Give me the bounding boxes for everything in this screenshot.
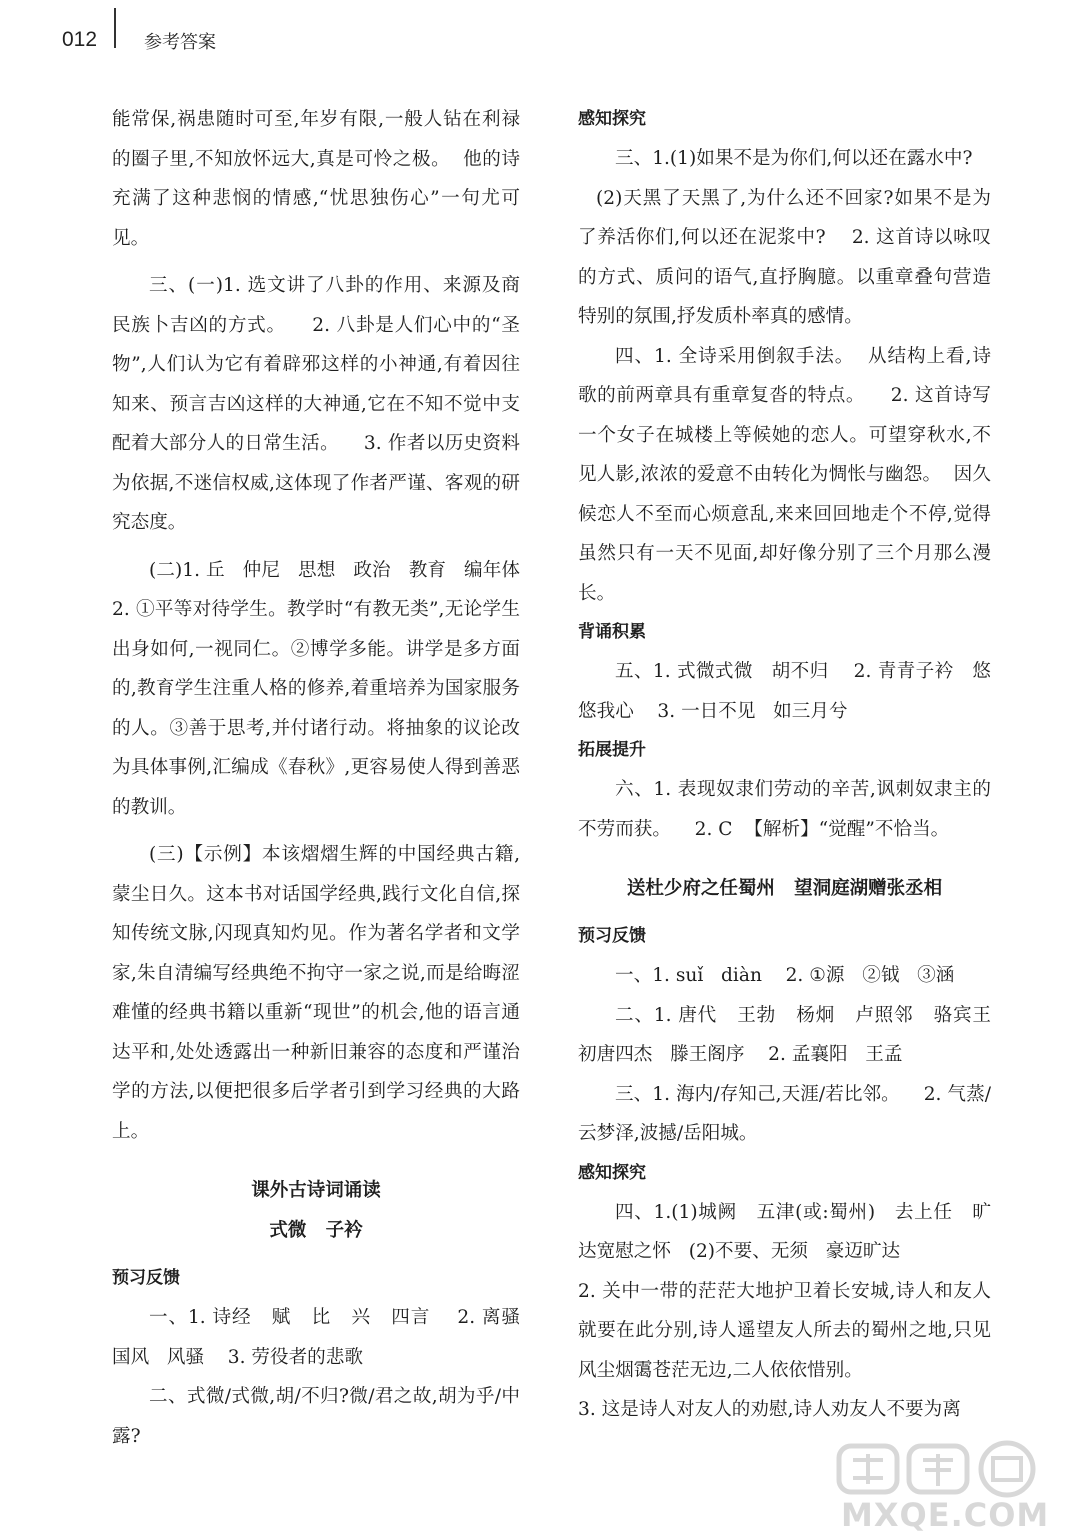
answer-paragraph: (二)1. 丘 仲尼 思想 政治 教育 编年体 2. ①平等对待学生。教学时“有教无类”,无论学生出身如何,一视同仁。②博学多能。讲学是多方面的,教育学生注重人格的修养,着重培养为国家服务的人。③善于思考,并付诸行动。将抽象的议论改为具体事例,汇编成《春秋》,更容易使人得到善恶的教训。 — [112, 559, 544, 818]
answer-paragraph: 四、1.(1)城阙 五津(或:蜀州) 去上任 旷达宽慰之怀 (2)不要、无须 豪迈旷达 — [578, 1201, 991, 1262]
subsection-heading: 感知探究 — [578, 109, 646, 129]
section-title: 课外古诗词诵读 — [251, 1180, 381, 1201]
answer-paragraph: 能常保,祸患随时可至,年岁有限,一般人钻在利禄的圈子里,不知放怀远大,真是可怜之极。 他的诗充满了这种悲悯的情感,“忧思独伤心”一句尤可见。 — [112, 109, 520, 249]
answer-paragraph: (三)【示例】本该熠熠生辉的中国经典古籍,蒙尘日久。这本书对话国学经典,践行文化自信,探知传统文脉,闪现真知灼见。作为著名学者和文学家,朱自清编写经典绝不拘守一家之说,而是给晦涩难懂的经典书籍以重新“现世”的机会,他的语言通达平和,处处透露出一种新旧兼容的态度和严谨治学的方法,以便把很多后学者引到学习经典的大路上。 — [112, 844, 520, 1142]
watermark-url: MXQE.COM — [841, 1496, 1050, 1534]
watermark-logo-icon — [835, 1440, 1045, 1498]
header-divider — [114, 8, 116, 48]
answer-paragraph: 四、1. 全诗采用倒叙手法。 从结构上看,诗歌的前两章具有重章复沓的特点。 2. 这首诗写一个女子在城楼上等候她的恋人。可望穿秋水,不见人影,浓浓的爱意不由转化为惆怅与幽怨。 因久候恋人不至而心烦意乱,来来回回地走个不停,觉得虽然只有一天不见面,却好像分别了三个月那么漫长。 — [578, 345, 991, 604]
left-column — [112, 100, 544, 1456]
answer-paragraph: (2)天黑了天黑了,为什么还不回家?如果不是为了养活你们,何以还在泥浆中? 2. 这首诗以咏叹的方式、质问的语气,直抒胸臆。以重章叠句营造特别的氛围,抒发质朴率真的感情。 — [578, 187, 991, 327]
subsection-heading: 预习反馈 — [112, 1268, 180, 1288]
answer-paragraph: 一、1. 诗经 赋 比 兴 四言 2. 离骚 国风 风骚 3. 劳役者的悲歌 — [112, 1307, 538, 1368]
answer-paragraph: 2. 关中一带的茫茫大地护卫着长安城,诗人和友人就要在此分别,诗人遥望友人所去的蜀州之地,只见风尘烟霭苍茫无边,二人依依惜别。 — [578, 1280, 991, 1381]
page-header — [0, 0, 1075, 60]
subsection-heading: 预习反馈 — [578, 926, 646, 946]
right-column — [578, 100, 1009, 1430]
answer-paragraph: 六、1. 表现奴隶们劳动的辛苦,讽刺奴隶主的不劳而获。 2. C 【解析】“觉醒”不恰当。 — [578, 779, 991, 840]
page-number: 012 — [62, 28, 98, 51]
watermark — [825, 1436, 1055, 1536]
subsection-heading: 拓展提升 — [578, 740, 646, 760]
poem-title: 式微 子衿 — [269, 1220, 363, 1241]
answer-paragraph: 二、1. 唐代 王勃 杨炯 卢照邻 骆宾王 初唐四杰 滕王阁序 2. 孟襄阳 王孟 — [578, 1004, 1009, 1065]
answer-paragraph: 3. 这是诗人对友人的劝慰,诗人劝友人不要为离 — [578, 1399, 961, 1420]
answer-paragraph: 三、(一)1. 选文讲了八卦的作用、来源及商民族卜吉凶的方式。 2. 八卦是人们心中的“圣物”,人们认为它有着辟邪这样的小神通,有着因往知来、预言吉凶这样的大神通,它在不知不觉中支配着大部分人的日常生活。 3. 作者以历史资料为依据,不迷信权威,这体现了作者严谨、客观的研究态度。 — [112, 275, 520, 533]
answer-paragraph: 三、1. 海内/存知己,天涯/若比邻。 2. 气蒸/云梦泽,波撼/岳阳城。 — [578, 1083, 991, 1144]
subsection-heading: 感知探究 — [578, 1162, 646, 1183]
answer-paragraph: 一、1. suǐ diàn 2. ①源 ②钺 ③涵 — [615, 965, 955, 986]
subsection-heading: 背诵积累 — [578, 622, 646, 642]
running-title: 参考答案 — [144, 32, 216, 52]
answer-paragraph: 二、式微/式微,胡/不归?微/君之故,胡为乎/中露? — [112, 1386, 520, 1447]
answer-paragraph: 五、1. 式微式微 胡不归 2. 青青子衿 悠悠我心 3. 一日不见 如三月兮 — [578, 661, 991, 722]
section-title: 送杜少府之任蜀州 望洞庭湖赠张丞相 — [626, 878, 943, 899]
answer-paragraph: 三、1.(1)如果不是为你们,何以还在露水中? — [615, 148, 973, 169]
